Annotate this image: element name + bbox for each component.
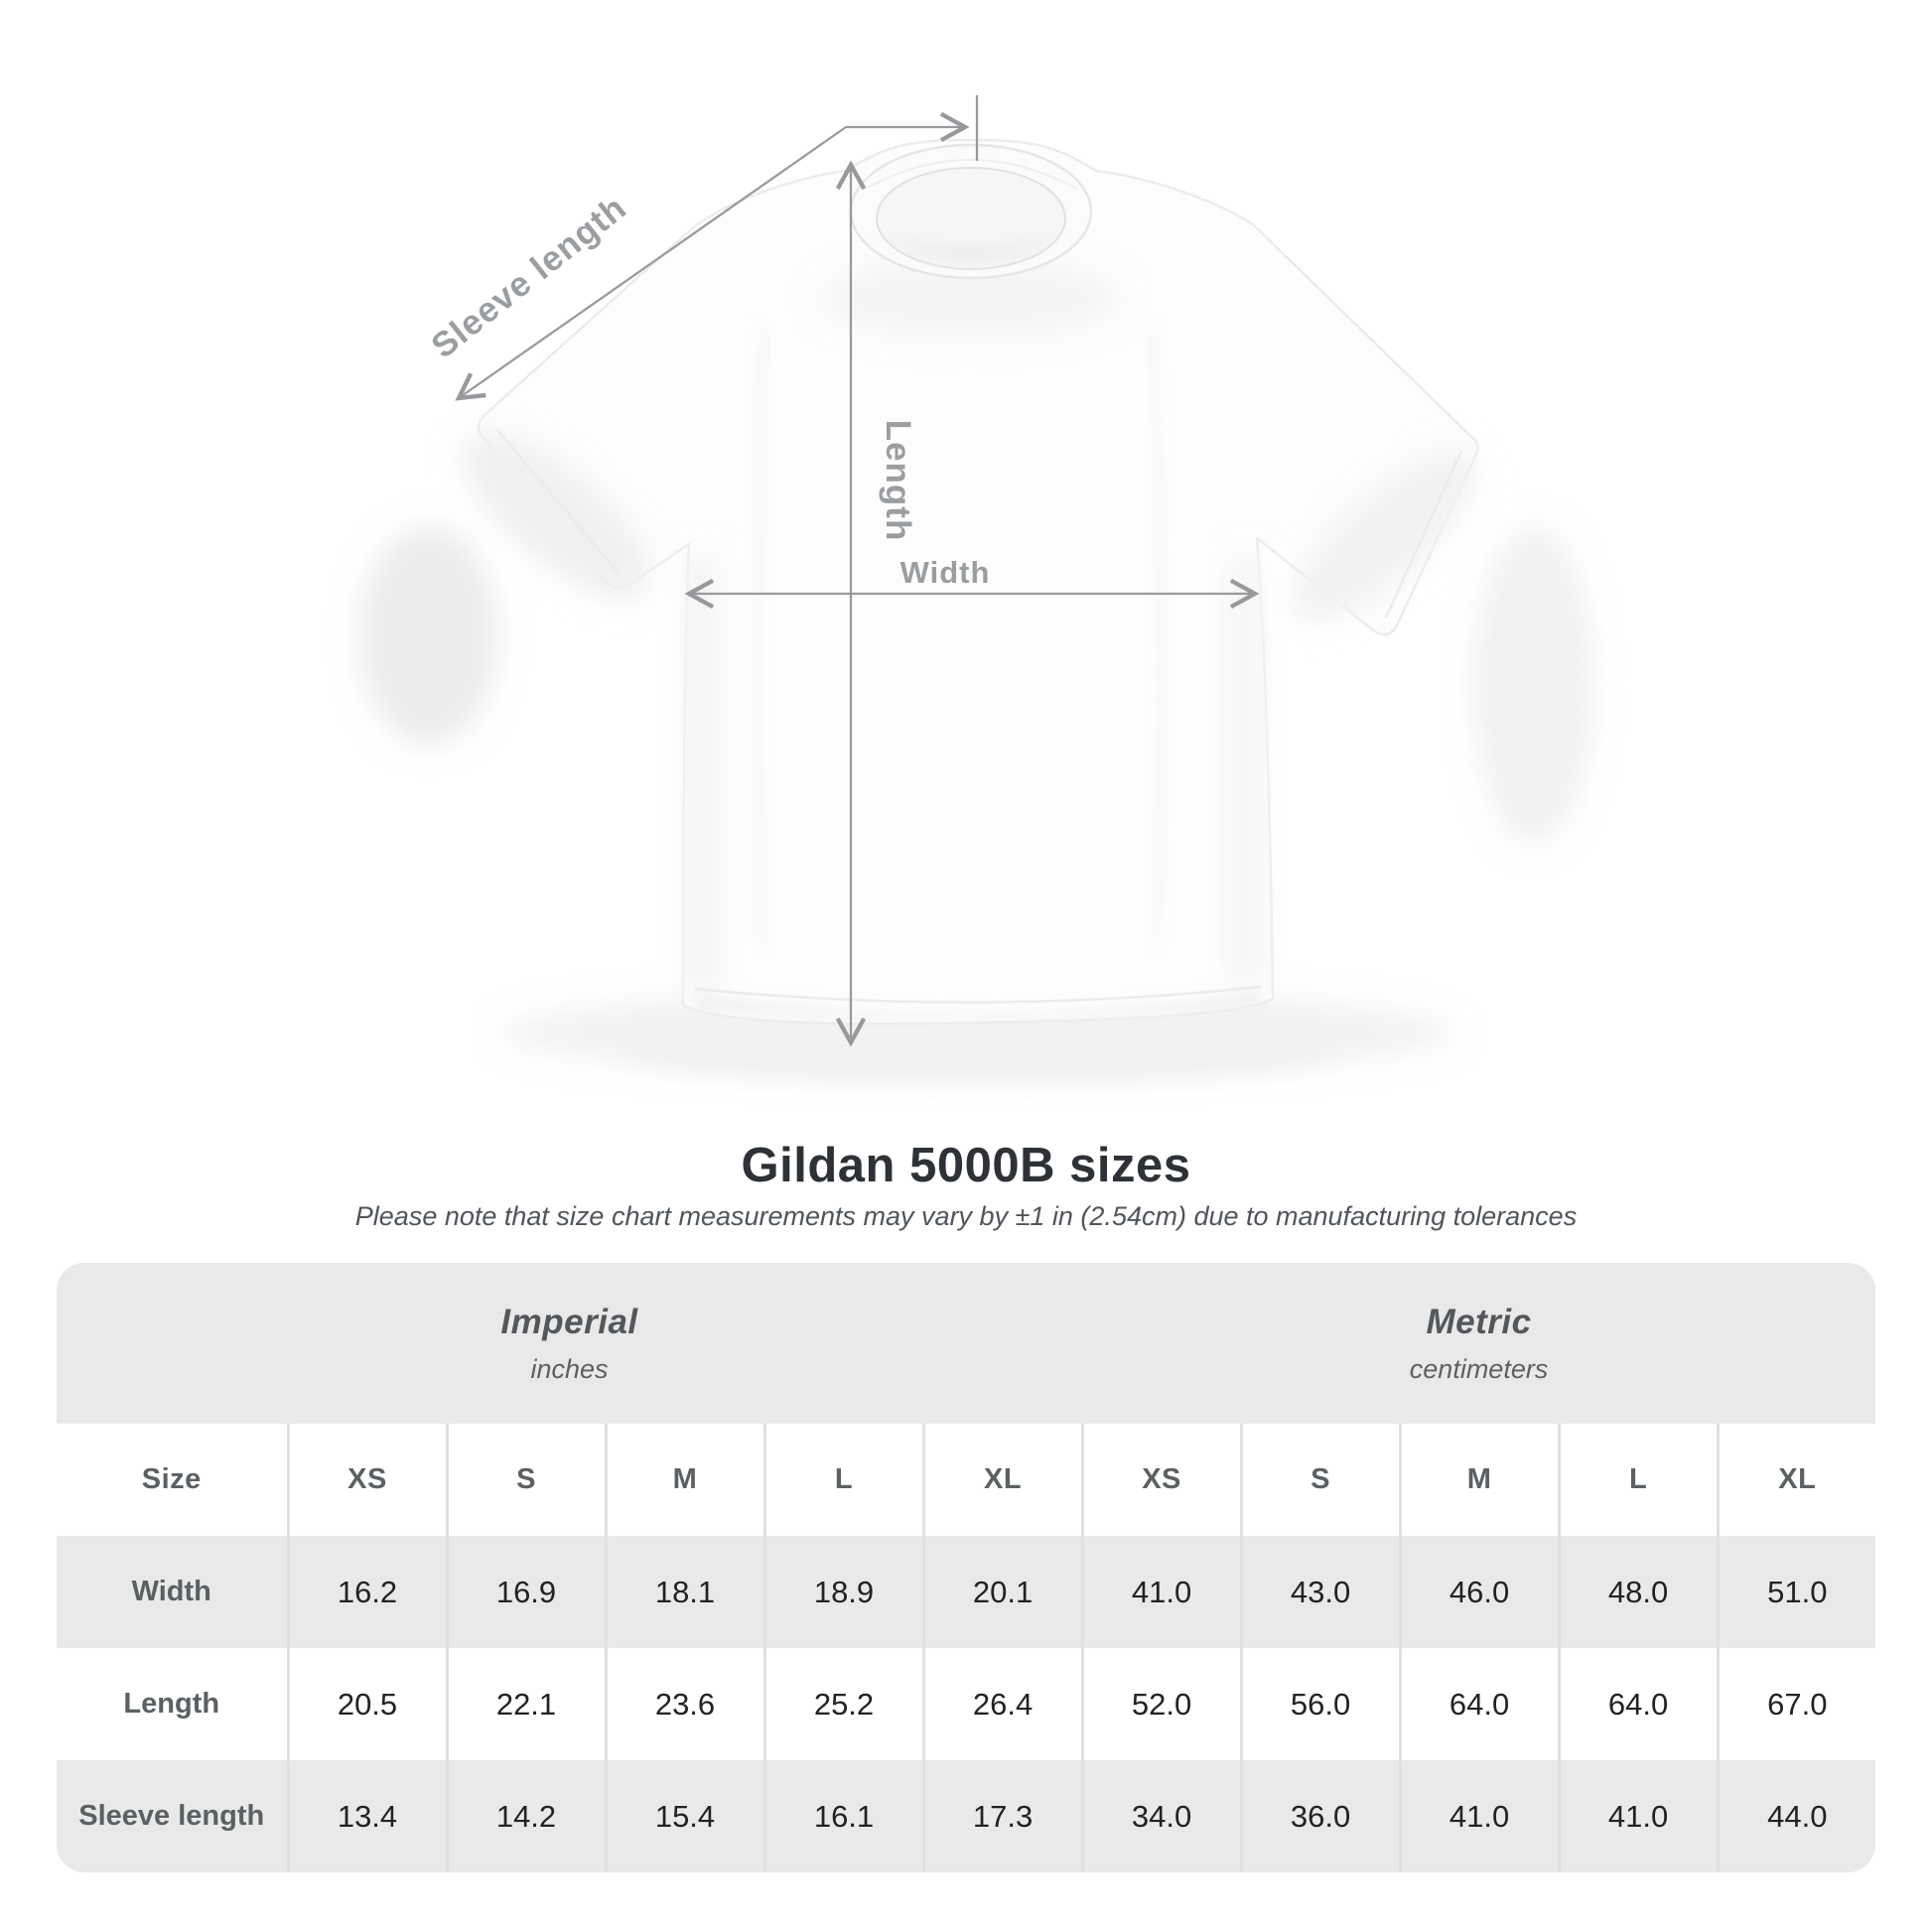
length-value-cell: 67.0 xyxy=(1718,1648,1875,1760)
size-header-xl-metric: XL xyxy=(1718,1424,1875,1536)
sleeve-value-cell: 41.0 xyxy=(1400,1760,1559,1872)
row-label-width: Width xyxy=(131,1576,211,1607)
tolerance-note: Please note that size chart measurements may vary by ±1 in (2.54cm) due to manufacturing tolerances xyxy=(354,1201,1578,1231)
tshirt-collar xyxy=(851,145,1091,278)
metric-unit-label: centimeters xyxy=(1409,1353,1549,1384)
width-value-cell: 16.2 xyxy=(288,1536,447,1648)
sleeve-value-cell: 14.2 xyxy=(447,1760,606,1872)
unit-header-row xyxy=(57,1263,1875,1424)
sleeve-value-cell: 16.1 xyxy=(764,1760,923,1872)
size-table-container xyxy=(57,1263,1875,1872)
page-title: Gildan 5000B sizes xyxy=(741,1139,1191,1192)
size-header-xs-metric: XS xyxy=(1082,1424,1241,1536)
imperial-label: Imperial xyxy=(500,1302,638,1341)
sleeve-value-cell: 17.3 xyxy=(923,1760,1082,1872)
size-header-xs-imperial: XS xyxy=(288,1424,447,1536)
length-row xyxy=(57,1648,1875,1760)
row-label-length: Length xyxy=(123,1688,220,1720)
length-value-cell: 26.4 xyxy=(923,1648,1082,1760)
width-value-cell: 51.0 xyxy=(1718,1536,1875,1648)
size-header-m-imperial: M xyxy=(606,1424,764,1536)
length-value-cell: 25.2 xyxy=(764,1648,923,1760)
size-header-l-imperial: L xyxy=(764,1424,923,1536)
size-header-m-metric: M xyxy=(1400,1424,1559,1536)
length-value-cell: 20.5 xyxy=(288,1648,447,1760)
width-value-cell: 41.0 xyxy=(1082,1536,1241,1648)
size-col-header: Size xyxy=(141,1463,202,1495)
length-label: Length xyxy=(879,419,917,542)
metric-header-cell xyxy=(1082,1263,1875,1424)
width-value-cell: 16.9 xyxy=(447,1536,606,1648)
sleeve-value-cell: 15.4 xyxy=(606,1760,764,1872)
width-value-cell: 43.0 xyxy=(1241,1536,1400,1648)
length-value-cell: 56.0 xyxy=(1241,1648,1400,1760)
imperial-unit-label: inches xyxy=(530,1353,609,1384)
imperial-header-cell xyxy=(57,1263,1082,1424)
size-header-row xyxy=(57,1424,1875,1536)
sleeve-value-cell: 34.0 xyxy=(1082,1760,1241,1872)
metric-label: Metric xyxy=(1426,1302,1532,1341)
length-value-cell: 64.0 xyxy=(1559,1648,1718,1760)
length-value-cell: 22.1 xyxy=(447,1648,606,1760)
length-value-cell: 23.6 xyxy=(606,1648,764,1760)
width-label: Width xyxy=(899,555,991,590)
width-value-cell: 18.9 xyxy=(764,1536,923,1648)
sleeve-value-cell: 36.0 xyxy=(1241,1760,1400,1872)
width-value-cell: 18.1 xyxy=(606,1536,764,1648)
sleeve-value-cell: 13.4 xyxy=(288,1760,447,1872)
sleeve-length-row xyxy=(57,1760,1875,1872)
sleeve-length-label: Sleeve length xyxy=(424,188,634,366)
width-value-cell: 48.0 xyxy=(1559,1536,1718,1648)
size-table xyxy=(57,1263,1875,1872)
size-header-s-imperial: S xyxy=(447,1424,606,1536)
row-label-sleeve-length: Sleeve length xyxy=(78,1800,265,1832)
length-value-cell: 52.0 xyxy=(1082,1648,1241,1760)
width-value-cell: 20.1 xyxy=(923,1536,1082,1648)
width-row xyxy=(57,1536,1875,1648)
sleeve-value-cell: 44.0 xyxy=(1718,1760,1875,1872)
sleeve-value-cell: 41.0 xyxy=(1559,1760,1718,1872)
size-header-xl-imperial: XL xyxy=(923,1424,1082,1536)
size-header-s-metric: S xyxy=(1241,1424,1400,1536)
length-value-cell: 64.0 xyxy=(1400,1648,1559,1760)
size-header-l-metric: L xyxy=(1559,1424,1718,1536)
width-value-cell: 46.0 xyxy=(1400,1536,1559,1648)
